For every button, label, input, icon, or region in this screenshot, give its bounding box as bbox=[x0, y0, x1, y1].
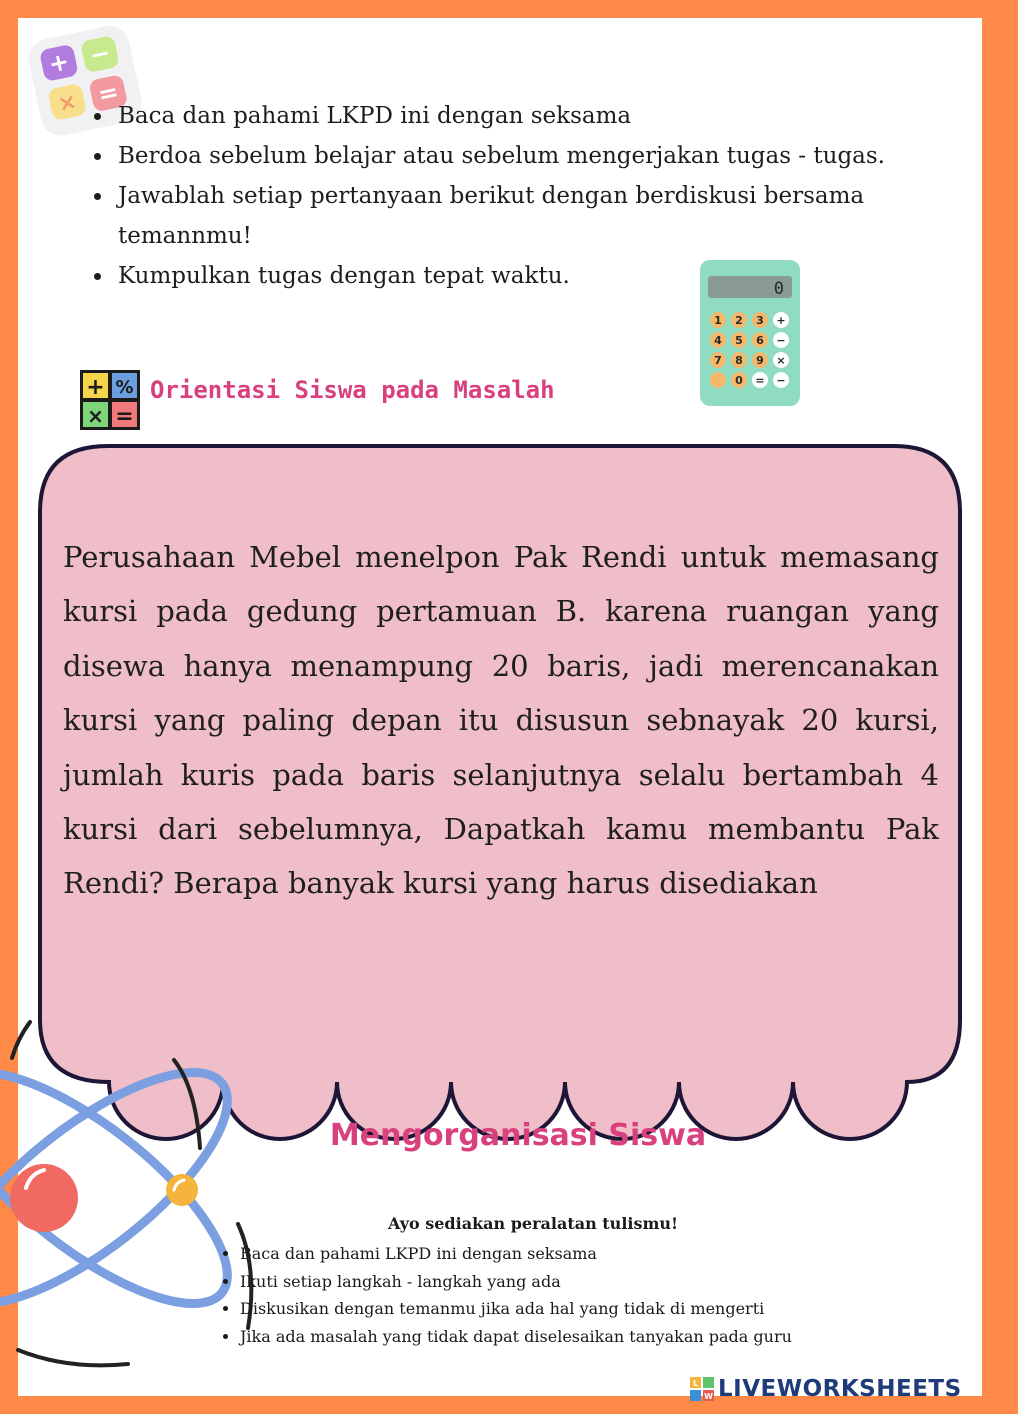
section-title-organize: Mengorganisasi Siswa bbox=[329, 1118, 707, 1153]
icon-tile-2: × bbox=[87, 404, 104, 428]
section-title-orientation: Orientasi Siswa pada Masalah bbox=[150, 376, 555, 404]
calculator-key bbox=[710, 372, 726, 388]
calculator-key-label: 0 bbox=[735, 374, 743, 387]
calculator-display: 0 bbox=[773, 279, 784, 299]
liveworksheets-logo-icon bbox=[690, 1377, 714, 1401]
calculator-key-label: 2 bbox=[735, 314, 743, 327]
calculator-key-label: − bbox=[776, 374, 786, 387]
deco-tile-2: × bbox=[55, 89, 80, 118]
deco-tile-3: = bbox=[95, 77, 122, 110]
brand-name: LIVEWORKSHEETS bbox=[718, 1376, 962, 1402]
calculator-key-label: 1 bbox=[714, 314, 722, 327]
calculator-key-label: − bbox=[776, 334, 786, 347]
instruction-item: • Berdoa sebelum belajar atau sebelum mengerjakan tugas - tugas. bbox=[114, 136, 934, 176]
calculator-key-label: 6 bbox=[756, 334, 764, 347]
section2-subheading: Ayo sediakan peralatan tulismu! bbox=[387, 1214, 679, 1233]
section2-item: • Baca dan pahami LKPD ini dengan seksama bbox=[240, 1240, 960, 1268]
instruction-item: • Jawablah setiap pertanyaan berikut dengan berdiskusi bersama temannmu! bbox=[114, 176, 934, 256]
instructions-list bbox=[88, 96, 934, 296]
section2-item: • Ikuti setiap langkah - langkah yang ada bbox=[240, 1268, 960, 1296]
calculator-key-label: 3 bbox=[756, 314, 764, 327]
logo-letter-0: L bbox=[692, 1379, 699, 1388]
icon-tile-1: % bbox=[115, 377, 134, 398]
calculator-key-label: 8 bbox=[735, 354, 743, 367]
liveworksheets-brand bbox=[690, 1372, 990, 1406]
problem-statement: Perusahaan Mebel menelpon Pak Rendi untuk memasang kursi pada gedung pertamuan B. karena ruangan yang disewa hanya menampung 20 baris, jadi merencanakan kursi yang paling depan itu disusun sebnayak 20 kursi, jumlah kuris pada baris selanjutnya selalu bertambah 4 kursi dari sebelumnya, Dapatkah kamu membantu Pak Rendi? Berapa banyak kursi yang harus disediakan bbox=[63, 540, 939, 901]
instruction-item: • Baca dan pahami LKPD ini dengan seksama bbox=[114, 96, 934, 136]
icon-tile-3: = bbox=[115, 404, 134, 429]
instruction-item: • Kumpulkan tugas dengan tepat waktu. bbox=[114, 256, 934, 296]
logo-letter-1: W bbox=[704, 1392, 713, 1401]
calculator-icon bbox=[698, 258, 802, 408]
calculator-key-label: + bbox=[776, 314, 786, 327]
worksheet-page bbox=[18, 18, 982, 1402]
calculator-key-label: = bbox=[755, 374, 765, 387]
calculator-key-label: 4 bbox=[714, 334, 722, 347]
calculator-key-label: 9 bbox=[756, 354, 764, 367]
calculator-key-label: 5 bbox=[735, 334, 743, 347]
deco-tile-0: + bbox=[46, 47, 72, 79]
icon-tile-0: + bbox=[86, 375, 105, 400]
section2-list bbox=[218, 1240, 960, 1350]
calculator-key-label: × bbox=[776, 354, 786, 367]
section2-item: • Diskusikan dengan temanmu jika ada hal yang tidak di mengerti bbox=[240, 1295, 960, 1323]
operations-grid-icon bbox=[78, 368, 142, 432]
calculator-key-label: 7 bbox=[714, 354, 722, 367]
deco-tile-1: − bbox=[87, 38, 113, 70]
section2-item: • Jika ada masalah yang tidak dapat diselesaikan tanyakan pada guru bbox=[240, 1323, 960, 1351]
